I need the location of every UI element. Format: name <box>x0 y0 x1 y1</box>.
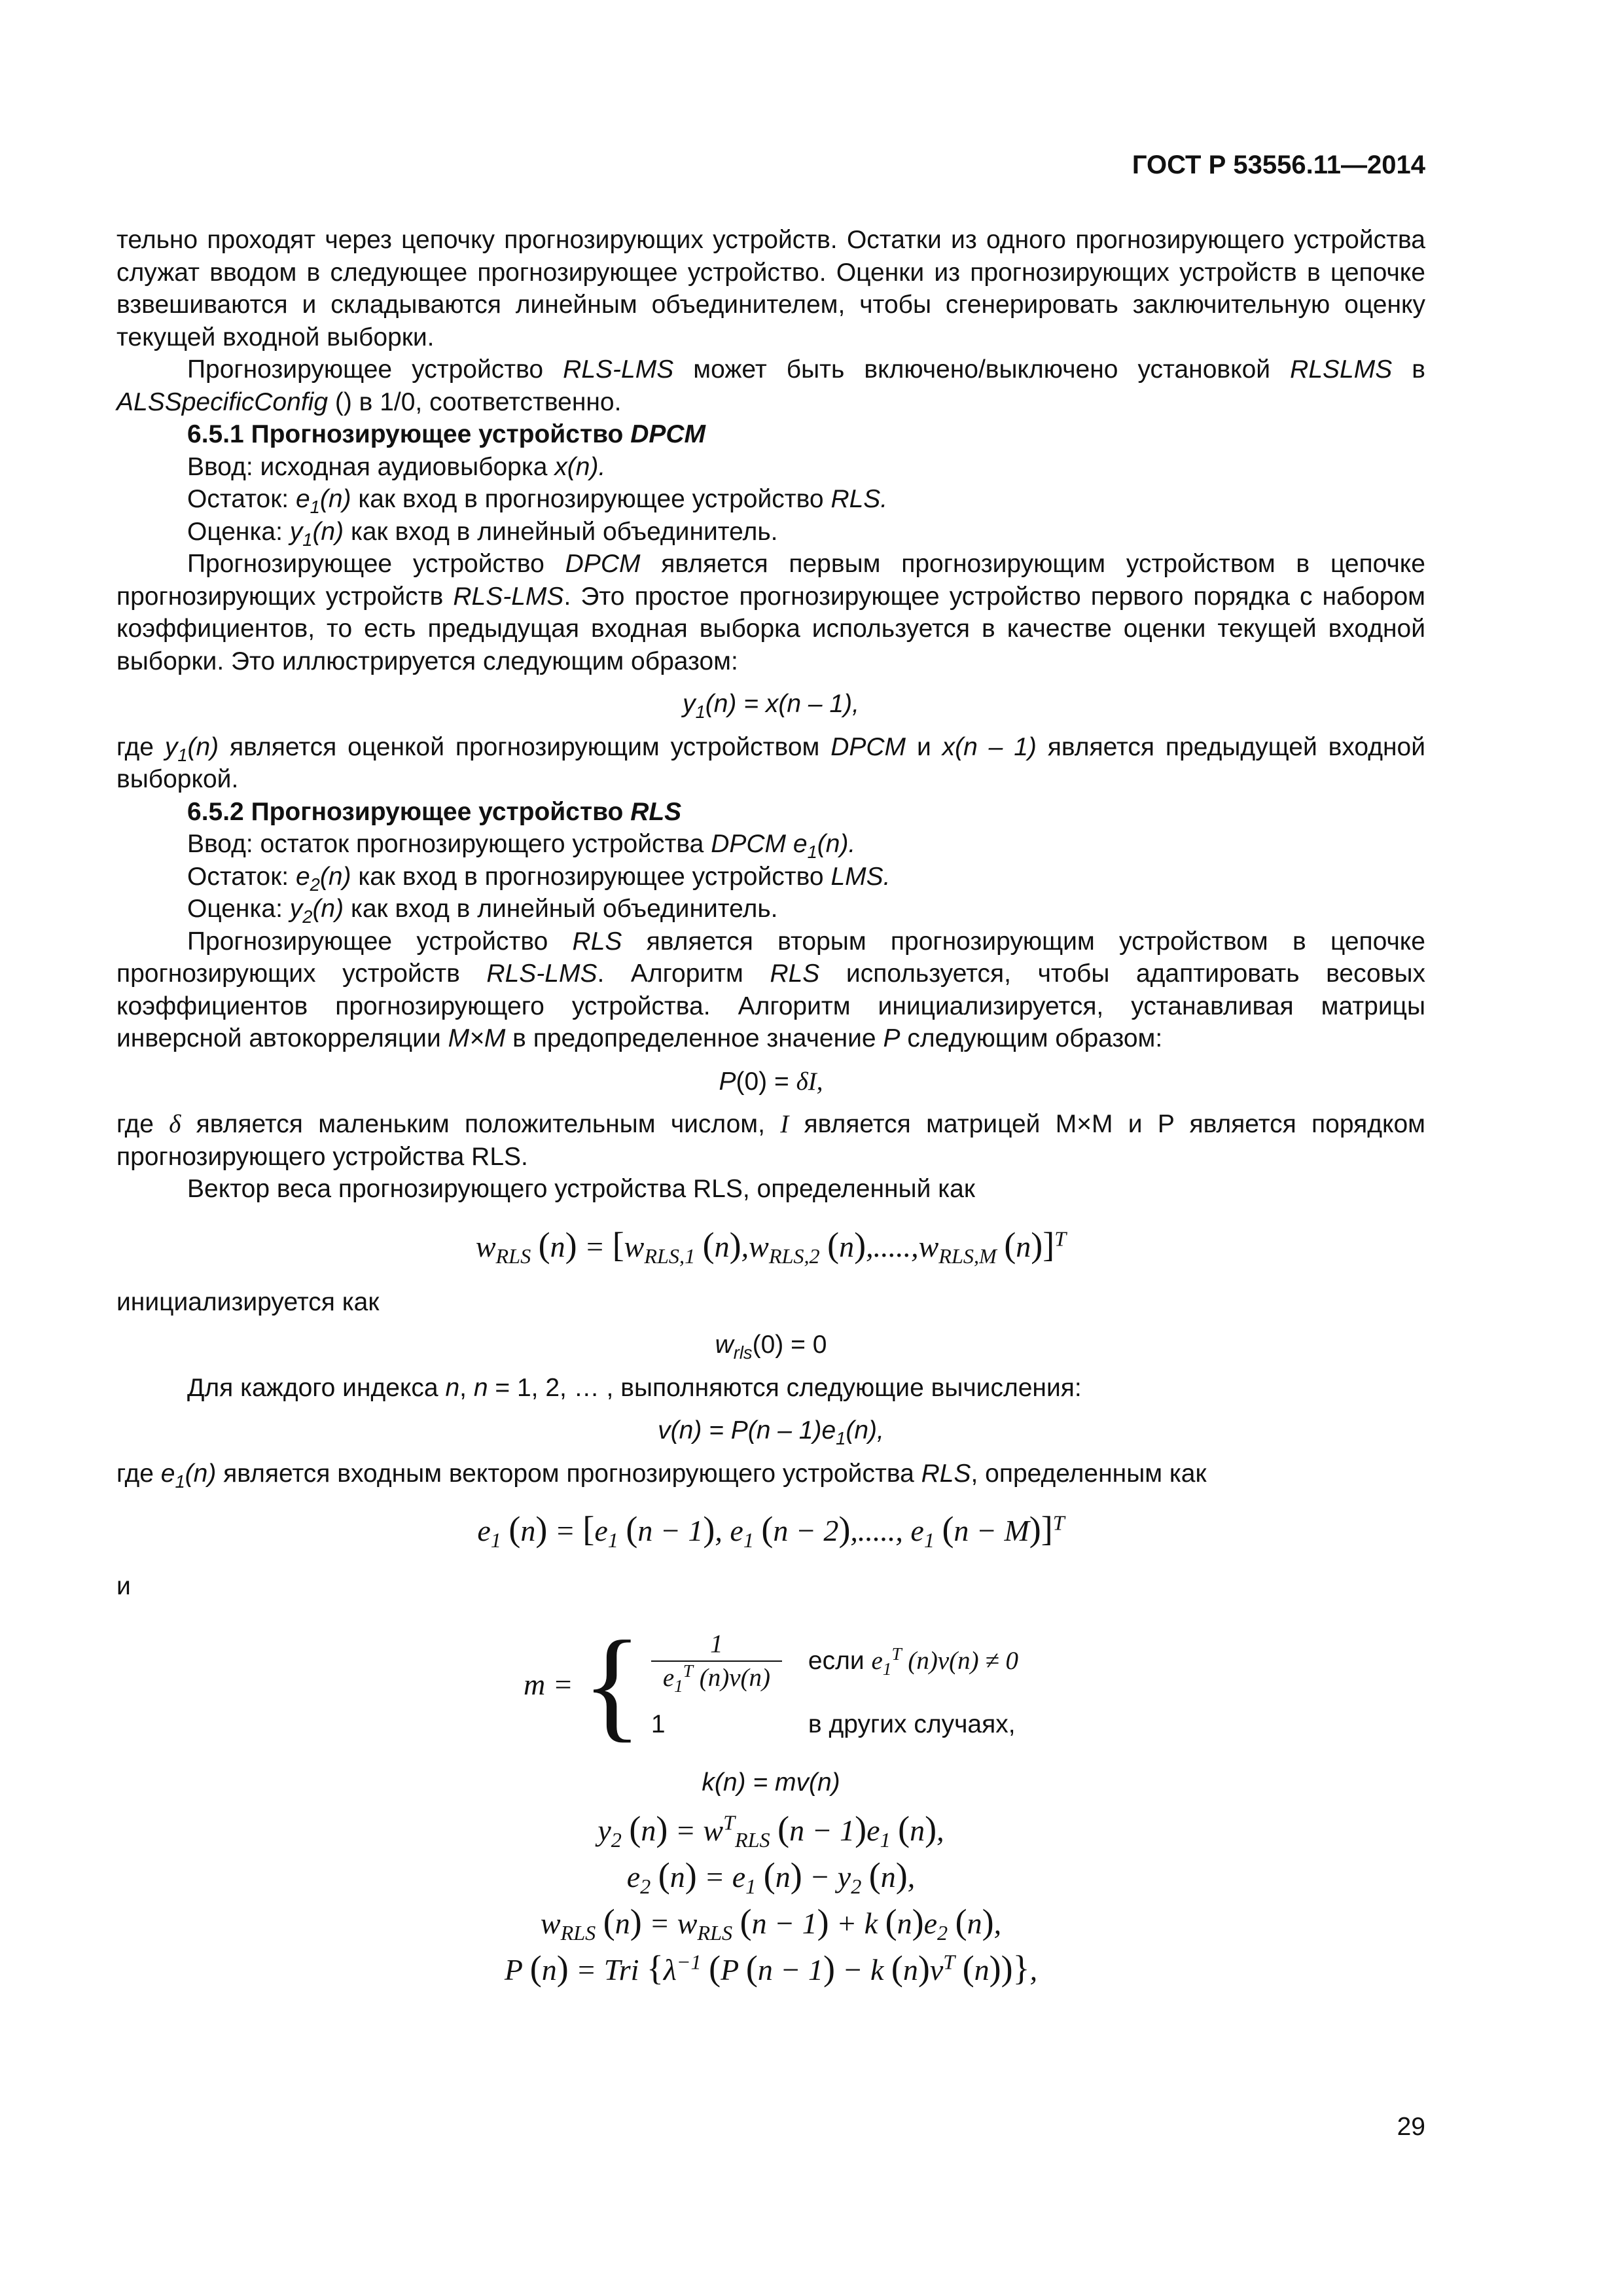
formula-input-vector: $e_1$ $(n) = [e_1$ (n − 1), $e_1$ (n − 2),....., $e_1$ (n − M)]$^T$ <box>477 1509 1065 1552</box>
paragraph-weight-vector: Вектор веса прогнозирующего устройства RLS, определенный как <box>187 1175 975 1203</box>
formula-k: k(n) = mv(n) <box>702 1768 840 1797</box>
formula-p-init: P(0) = δI, <box>719 1067 823 1096</box>
rls-input-line: Ввод: остаток прогнозирующего устройства DPCM $e_1(n)$. <box>187 830 856 862</box>
page-body <box>116 224 1425 1995</box>
section-heading-6-5-1: 6.5.1 Прогнозирующее устройство DPCM <box>187 420 706 448</box>
rls-estimate-line: Оценка: $y_2(n)$ как вход в линейный объединитель. <box>187 895 778 927</box>
formula-weight-vector: $w_{RLS}$ $(n) = [w_{RLS,1}$ $(n),w_{RLS,2}$ $(n),.....,w_{RLS,M}$ (n)]$^T$ <box>475 1225 1067 1268</box>
paragraph-initialized-as: инициализируется как <box>116 1287 380 1316</box>
paragraph-rls-description: Прогнозирующее устройство RLS является вторым прогнозирующим устройством в цепочке прогнозирующих устройств RLS-LMS. Алгоритм RLS используется, чтобы адаптировать весовых коэффициентов прогнозирующего устройства. Алгоритм инициализируется, устанавливая матрицы инверсной автокорреляции M×M в предопределенное значение P следующим образом: <box>116 927 1425 1052</box>
paragraph-rlslms-switch: Прогнозирующее устройство RLS-LMS может быть включено/выключено установкой RLSLMS в ALSSpecificConfig () в 1/0, соответственно. <box>116 355 1425 416</box>
page-number: 29 <box>1397 2113 1425 2141</box>
dpcm-estimate-line: Оценка: $y_1(n)$ как вход в линейный объединитель. <box>187 517 778 550</box>
paragraph-delta-where: где δ является маленьким положительным числом, I является матрицей M×M и P является порядком прогнозирующего устройства RLS. <box>116 1110 1425 1171</box>
document-code-header: ГОСТ Р 53556.11—2014 <box>1132 151 1425 179</box>
paragraph-dpcm-where: где $y_1(n)$ является оценкой прогнозирующим устройством DPCM и x(n – 1) является предыдущей входной выборкой. <box>116 732 1426 793</box>
formula-w-update: $w_{RLS}$ $(n) = w_{RLS}$ (n − 1) + k $(n)e_2$ (n), <box>540 1902 1002 1945</box>
formula-y2: $y_2$ $(n) = w^T_{RLS}$ $(n - 1)e_1$ (n), <box>597 1809 944 1852</box>
paragraph-dpcm-description: Прогнозирующее устройство DPCM является первым прогнозирующим устройством в цепочке прогнозирующих устройств RLS-LMS. Это простое прогнозирующее устройство первого порядка с набором коэффициентов, то есть предыдущая входная выборка используется в качестве оценки текущей входной выборки. Это иллюстрируется следующим образом: <box>116 550 1426 675</box>
paragraph-each-index: Для каждого индекса n, n = 1, 2, … , выполняются следующие вычисления: <box>187 1373 1082 1402</box>
section-heading-6-5-2: 6.5.2 Прогнозирующее устройство RLS <box>187 797 682 826</box>
formula-weight-init: $w_{rls}(0) = 0$ <box>715 1331 827 1363</box>
formula-e2: $e_2$ $(n) = e_1$ $(n) - y_2$ (n), <box>626 1856 916 1899</box>
formula-m-piecewise: m = { $\frac{1}{e_1^T (n)v(n)}$ если $e_1^T$ (n)v(n) ≠ 0 1 в других случаях, <box>523 1615 1019 1753</box>
formula-p-update: P (n) = Tri {$\lambda^{-1}$ (P (n − 1) − k $(n)v^T$ (n))}, <box>504 1948 1038 1988</box>
paragraph-continued: тельно проходят через цепочку прогнозирующих устройств. Остатки из одного прогнозирующего устройства служат вводом в следующее прогнозирующее устройство. Оценки из прогнозирующих устройств в цепочке взвешиваются и складываются линейным объединителем, чтобы сгенерировать заключительную оценку текущей входной выборки. <box>116 226 1425 351</box>
dpcm-input-line: Ввод: исходная аудиовыборка x(n). <box>187 452 606 481</box>
paragraph-and: и <box>116 1572 131 1600</box>
rls-residual-line: Остаток: $e_2(n)$ как вход в прогнозирующее устройство LMS. <box>187 862 891 895</box>
paragraph-input-vector: где $e_1(n)$ является входным вектором прогнозирующего устройства RLS, определенным как <box>116 1459 1207 1492</box>
formula-dpcm-estimate: $y_1(n) = x(n - 1)$, <box>683 690 859 722</box>
formula-v: $v(n) = P(n - 1)e_1(n)$, <box>658 1416 884 1448</box>
dpcm-residual-line: Остаток: $e_1(n)$ как вход в прогнозирующее устройство RLS. <box>187 485 888 517</box>
